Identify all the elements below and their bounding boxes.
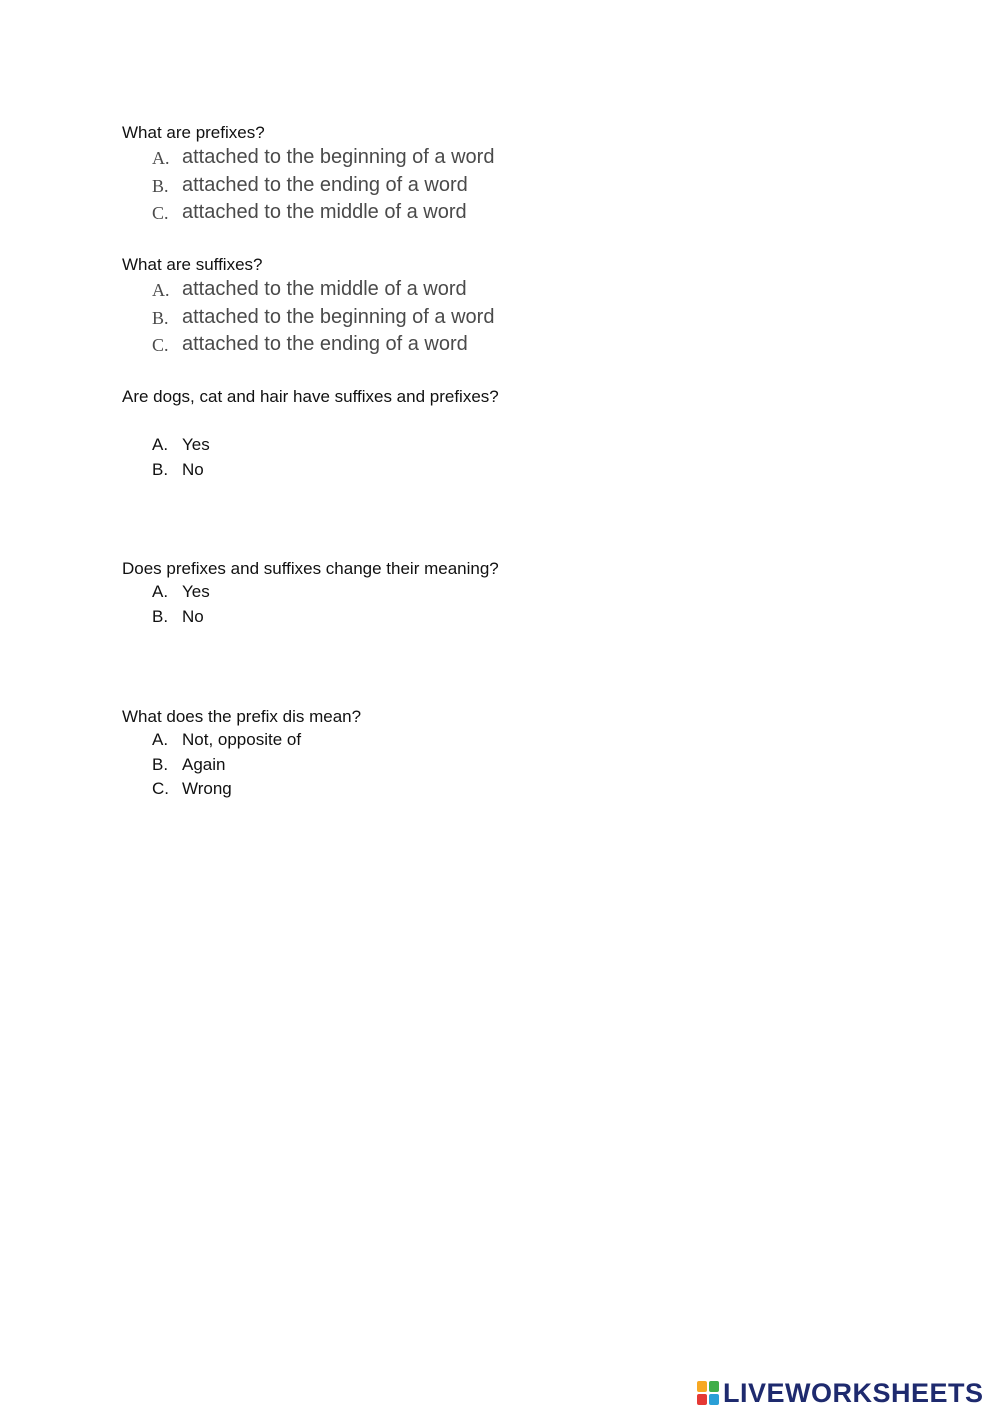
option-text: No [182,606,204,626]
option-b[interactable] [122,459,882,484]
option-text: attached to the middle of a word [182,278,467,300]
option-text: attached to the ending of a word [182,173,468,196]
option-letter: A. [152,582,169,601]
liveworksheets-logo [697,1378,984,1408]
option-letter: B. [152,175,169,196]
option-letter: A. [152,730,169,749]
option-list [122,581,882,630]
logo-square [697,1381,707,1392]
option-letter: A. [152,148,170,168]
option-text: attached to the beginning of a word [182,305,495,328]
option-c[interactable] [122,200,882,228]
option-letter: C. [152,335,169,355]
option-text: Yes [182,582,210,601]
option-list [122,145,882,228]
option-a[interactable] [122,581,882,606]
question-text: What are prefixes? [122,123,265,142]
option-text: Again [182,754,226,774]
option-list [122,277,882,360]
option-list [122,729,882,803]
option-b[interactable] [122,173,882,201]
option-c[interactable] [122,332,882,360]
option-letter: B. [152,459,169,479]
option-a[interactable] [122,729,882,754]
option-text: attached to the middle of a word [182,201,467,223]
option-letter: A. [152,435,169,454]
question-text: What are suffixes? [122,255,263,274]
question-text: Does prefixes and suffixes change their meaning? [122,559,499,578]
question-text: What does the prefix dis mean? [122,707,362,726]
option-text: Yes [182,435,210,454]
option-text: Not, opposite of [182,730,302,749]
logo-square [709,1381,719,1392]
option-text: attached to the ending of a word [182,333,468,355]
option-a[interactable] [122,434,882,459]
logo-text: LIVEWORKSHEETS [723,1378,984,1408]
option-letter: C. [152,203,169,223]
question-text: Are dogs, cat and hair have suffixes and prefixes? [122,387,499,406]
option-list [122,434,882,483]
option-b[interactable] [122,754,882,779]
option-a[interactable] [122,145,882,173]
question-1 [122,121,882,228]
logo-square [697,1394,707,1405]
option-text: No [182,459,204,479]
question-2 [122,253,882,360]
question-4 [122,557,882,630]
option-text: Wrong [182,779,232,798]
question-5 [122,705,882,803]
option-letter: A. [152,280,170,300]
option-letter: B. [152,307,169,328]
option-text: attached to the beginning of a word [182,146,495,168]
liveworksheets-logo-icon [697,1381,719,1405]
option-letter: B. [152,754,169,774]
option-b[interactable] [122,305,882,333]
option-letter: C. [152,779,169,798]
option-letter: B. [152,606,169,626]
option-c[interactable] [122,778,882,803]
logo-square [709,1394,719,1405]
option-b[interactable] [122,606,882,631]
question-3 [122,385,882,483]
option-a[interactable] [122,277,882,305]
